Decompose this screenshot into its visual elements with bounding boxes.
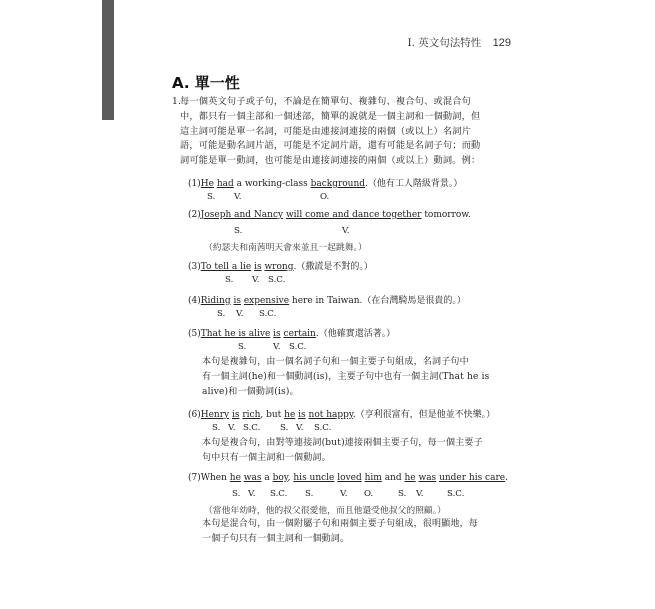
role-label: V. [273, 342, 281, 352]
explanation-line: 本句是複雜句，由一個名詞子句和一個主要子句組成，名詞子句中 [202, 357, 469, 367]
sentence-text: (7)When [188, 473, 230, 483]
role-label: S. [225, 275, 234, 285]
role-label: S.C. [447, 489, 465, 499]
role-label: S. [305, 489, 314, 499]
underlined-constituent: wrong [264, 262, 294, 272]
sentence-text: tomorrow. [421, 210, 471, 220]
sentence-text: .（亨利很富有，但是他並不快樂。） [352, 410, 496, 420]
section-title: A. 單一性 [172, 74, 240, 92]
role-label: S. [217, 309, 226, 319]
underlined-constituent: certain [283, 329, 316, 339]
intro-line: 這主詞可能是單一名詞，可能是由連接詞連接的兩個（或以上）名詞片 [180, 125, 472, 137]
sentence-text: (6) [188, 410, 201, 420]
sentence-text: (2) [188, 210, 201, 220]
item-number: 1. [172, 96, 182, 107]
sentence-text: . [505, 473, 508, 483]
role-label: V. [342, 226, 350, 236]
underlined-constituent: his uncle [293, 473, 335, 483]
sentence-text: and [381, 473, 405, 483]
role-label: V. [252, 275, 260, 285]
underlined-constituent: not happy [308, 410, 353, 420]
underlined-constituent: Joseph and Nancy [200, 210, 284, 220]
explanation-line: 句中只有一個主詞和一個動詞。 [202, 452, 331, 463]
underlined-constituent: he [404, 473, 416, 483]
underlined-constituent: him [364, 473, 382, 483]
underlined-constituent: That he is alive [200, 329, 271, 339]
page-number: 129 [492, 37, 511, 49]
sentence-text: (5) [188, 329, 201, 339]
explanation-line: 有一個主詞(he)和一個動詞(is)，主要子句中也有一個主詞(That he is [202, 371, 490, 382]
intro-paragraph [172, 95, 510, 169]
explanation-line: alive)和一個動詞(is)。 [202, 386, 299, 397]
underlined-constituent: he [284, 410, 296, 420]
role-label: S.C. [243, 423, 261, 433]
role-label: V. [248, 489, 256, 499]
role-label: S.C. [289, 342, 307, 352]
explanation-line: 一個子句只有一個主詞和一個動詞。 [202, 533, 350, 544]
running-head-title: I. 英文句法特性 [407, 37, 482, 49]
underlined-constituent: had [216, 179, 234, 189]
intro-line: 中，都只有一個主部和一個述部，簡單的說就是一個主詞和一個動詞，但 [180, 110, 481, 122]
underlined-constituent: Riding [200, 296, 231, 306]
role-label: V. [340, 489, 348, 499]
example-7-translation: （當他年幼時，他的叔父很愛他，而且他還受他叔父的照顧。） [204, 506, 446, 516]
role-label: V. [234, 192, 242, 202]
underlined-constituent: is [231, 410, 240, 420]
role-label: O. [364, 489, 374, 499]
intro-line: 每一個英文句子或子句，不論是在簡單句、複雜句、複合句、或混合句 [180, 96, 472, 107]
example-7-sentence [188, 473, 508, 483]
underlined-constituent: boy [272, 473, 288, 483]
underlined-constituent: is [254, 262, 262, 272]
role-label: V. [236, 309, 244, 319]
role-label: S.C. [270, 489, 288, 499]
role-label: V. [228, 423, 236, 433]
underlined-constituent: loved [337, 473, 362, 483]
explanation-line: 本句是複合句，由對等連接詞(but)連接兩個主要子句，每一個主要子 [202, 438, 483, 448]
role-label: S. [234, 226, 243, 236]
underlined-constituent: To tell a lie [200, 262, 252, 272]
sentence-text: , but [260, 410, 285, 420]
underlined-constituent: is [273, 329, 281, 339]
role-label: V. [296, 423, 304, 433]
sentence-text: (1) [188, 179, 201, 189]
example-6-explanation [202, 436, 512, 466]
example-1-sentence [188, 176, 462, 189]
underlined-constituent: under his care [439, 473, 506, 483]
sentence-text: (4) [188, 296, 201, 306]
underlined-constituent: expensive [243, 296, 290, 306]
role-label: O. [320, 192, 330, 202]
example-5-explanation [202, 355, 512, 399]
example-6-sentence [188, 407, 495, 420]
intro-line: 詞可能是單一動詞，也可能是由連接詞連接的兩個（或以上）動詞。例： [180, 155, 481, 167]
role-label: S. [398, 489, 407, 499]
example-7-explanation [202, 517, 512, 547]
underlined-constituent: rich [242, 410, 261, 420]
role-label: S.C. [314, 423, 332, 433]
intro-line: 語，可能是動名詞片語，可能是不定詞片語，還有可能是名詞子句；而動 [180, 140, 481, 152]
example-4-sentence [188, 293, 466, 306]
sentence-text: .（他有工人階級背景。） [365, 179, 463, 189]
underlined-constituent: background [310, 179, 366, 189]
sentence-text: .（他確實還活著。） [315, 329, 396, 339]
sentence-text: a working-class [233, 179, 311, 189]
explanation-line: 本句是混合句，由一個附屬子句和兩個主要子句組成，很明顯地，每 [202, 519, 479, 529]
example-2-sentence [188, 210, 471, 220]
underlined-constituent: is [298, 410, 306, 420]
role-label: S. [207, 192, 216, 202]
underlined-constituent: will come and dance together [285, 210, 422, 220]
role-label: V. [416, 489, 424, 499]
role-label: S. [280, 423, 289, 433]
underlined-constituent: he [229, 473, 241, 483]
underlined-constituent: is [233, 296, 241, 306]
role-label: S.C. [259, 309, 277, 319]
underlined-constituent: was [243, 473, 262, 483]
sentence-text: .（撒謊是不對的。） [293, 262, 373, 272]
underlined-constituent: He [200, 179, 214, 189]
running-head [407, 35, 511, 50]
underlined-constituent: Henry [200, 410, 230, 420]
example-2-translation: （約瑟夫和南茜明天會來並且一起跳舞。） [204, 243, 367, 253]
role-label: S. [238, 342, 247, 352]
underlined-constituent: was [418, 473, 437, 483]
example-5-sentence [188, 326, 395, 339]
page-edge-tab [102, 0, 114, 120]
sentence-text: , [287, 473, 294, 483]
role-label: S.C. [268, 275, 286, 285]
sentence-text: a [261, 473, 273, 483]
sentence-text: (3) [188, 262, 201, 272]
role-label: S. [212, 423, 221, 433]
example-3-sentence [188, 259, 373, 272]
sentence-text: here in Taiwan.（在台灣騎馬是很貴的。） [289, 296, 466, 306]
role-label: S. [232, 489, 241, 499]
